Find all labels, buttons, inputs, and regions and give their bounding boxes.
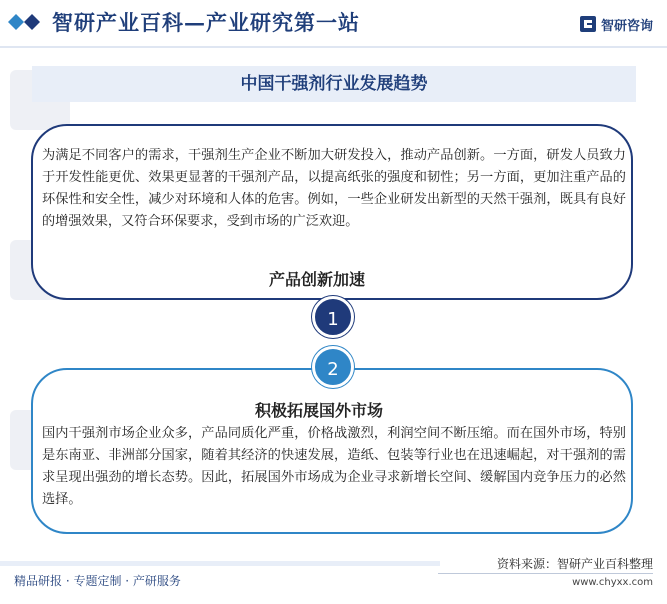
data-source: 资料来源：智研产业百科整理 xyxy=(496,557,653,571)
page-header xyxy=(0,0,667,46)
footer-services: 精品研报 · 专题定制 · 产研服务 xyxy=(14,574,181,588)
section-1-title: 产品创新加速 xyxy=(269,270,366,289)
section-1-body: 为满足不同客户的需求，干强剂生产企业不断加大研发投入，推动产品创新。一方面，研发人员致力于开发性能更优、效果更显著的干强剂产品，以提高纸张的强度和韧性；另一方面，更加注重产品的环保性和安全性，减少对环境和人体的危害。例如，一些企业研发出新型的天然干强剂，既具有良好的增强效果，又符合环保要求，受到市场的广泛欢迎。 xyxy=(42,148,626,229)
section-2-body: 国内干强剂市场企业众多，产品同质化严重，价格战激烈，利润空间不断压缩。而在国外市场，特别是东南亚、非洲部分国家，随着其经济的快速发展，造纸、包装等行业也在迅速崛起，对干强剂的需求呈现出强劲的增长态势。因此，拓展国外市场成为企业寻求新增长空间、缓解国内竞争压力的必然选择。 xyxy=(42,426,626,507)
footer-bar xyxy=(0,561,440,566)
brand-logo[interactable] xyxy=(579,14,653,34)
double-chevron-icon xyxy=(6,12,46,32)
section-1-number-badge: 1 xyxy=(312,296,354,338)
logo-icon xyxy=(579,15,597,33)
section-2-title: 积极拓展国外市场 xyxy=(255,401,384,420)
source-divider xyxy=(438,573,653,574)
website-url[interactable]: www.chyxx.com xyxy=(572,577,653,588)
site-title: 智研产业百科—产业研究第一站 xyxy=(52,10,360,35)
header-divider xyxy=(0,46,667,48)
main-title: 中国干强剂行业发展趋势 xyxy=(32,66,636,102)
logo-text: 智研咨询 xyxy=(600,18,653,34)
section-2-number-badge: 2 xyxy=(312,346,354,388)
